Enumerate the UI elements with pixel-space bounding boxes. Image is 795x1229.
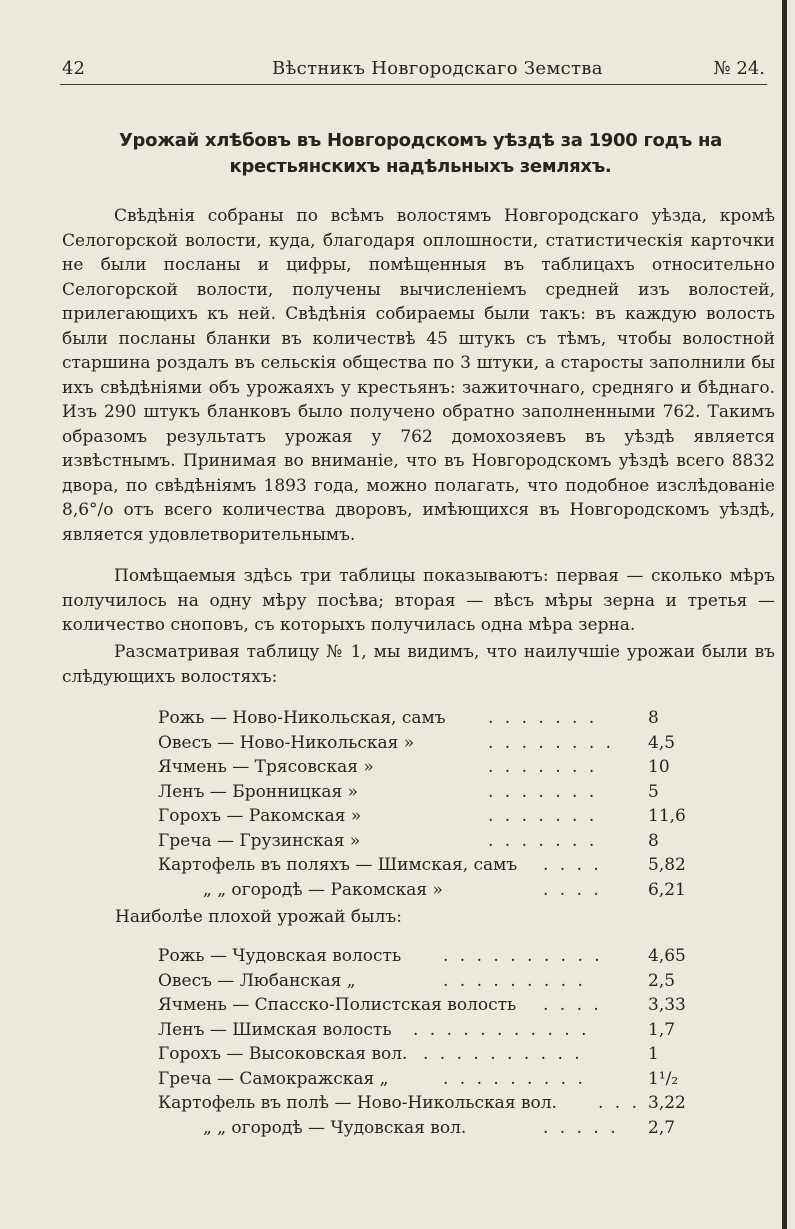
worst-harvest-heading: Наиболѣе плохой урожай былъ: [115, 907, 402, 927]
list-item: Греча — Самокражская „ . . . . . . . . . 1¹/₂ [158, 1068, 679, 1089]
header-rule [60, 84, 767, 85]
list-item: „ „ огородѣ — Ракомская » . . . . 6,21 [203, 879, 686, 900]
paragraph-1-text: Свѣдѣнія собраны по всѣмъ волостямъ Новгородскаго уѣзда, кромѣ Селогорской волости, куда, благодаря оплошности, статистическія карточки не были посланы и цифры, помѣщенныя въ таблицахъ относительно Селогорской волости, получены вычисленіемъ средней изъ волостей, прилегающихъ къ ней. Свѣдѣнія собираемы были такъ: въ каждую волость были посланы бланки въ количествѣ 45 штукъ съ тѣмъ, чтобы волостной старшина роздалъ въ сельскія общества по 3 штуки, а старосты заполнили бы ихъ свѣдѣніями объ урожаяхъ у крестьянъ: зажиточнаго, средняго и бѣднаго. Изъ 290 штукъ бланковъ было получено обратно заполненными 762. Такимъ образомъ результатъ урожая у 762 домохозяевъ въ уѣздѣ является извѣстнымъ. Принимая во вниманіе, что въ Новгородскомъ уѣздѣ всего 8832 двора, по свѣдѣніямъ 1893 года, можно полагать, что подобное изслѣдованіе 8,6°/о отъ всего количества дворовъ, имѣющихся въ Новгородскомъ уѣздѣ, является удовлетворительнымъ. [62, 206, 775, 545]
list-item: Рожь — Ново-Никольская, самъ . . . . . . . 8 [158, 708, 659, 728]
paragraph-1 [62, 204, 775, 547]
list-item: Рожь — Чудовская волость . . . . . . . . . . 4,65 [158, 946, 686, 966]
paragraph-2 [62, 564, 775, 638]
paragraph-3 [62, 640, 775, 689]
paragraph-3-text: Разсматривая таблицу № 1, мы видимъ, что наилучшіе урожаи были въ слѣдующихъ волостяхъ: [62, 642, 775, 687]
issue-number: № 24. [713, 58, 765, 79]
list-item: Ячмень — Спасско-Полистская волость . . . . 3,33 [158, 995, 686, 1015]
list-item: Овесъ — Любанская „ . . . . . . . . . 2,5 [158, 970, 676, 991]
list-item: Ячмень — Трясовская » . . . . . . . 10 [158, 757, 670, 777]
list-item: Горохъ — Ракомская » . . . . . . . 11,6 [158, 806, 686, 826]
list-item: „ „ огородѣ — Чудовская вол. . . . . . 2,7 [203, 1117, 676, 1138]
worst-harvest-list [158, 944, 688, 1140]
list-item: Ленъ — Бронницкая » . . . . . . . 5 [158, 781, 659, 802]
best-harvest-list [158, 706, 688, 902]
list-item: Овесъ — Ново-Никольская » . . . . . . . . 4,5 [158, 732, 676, 753]
page-number: 42 [62, 58, 85, 79]
list-item: Картофель въ полѣ — Ново-Никольская вол. . . . 3,22 [158, 1093, 686, 1113]
page-edge-shadow [782, 0, 787, 1229]
list-item: Ленъ — Шимская волость . . . . . . . . . . . 1,7 [158, 1019, 676, 1040]
list-item: Горохъ — Высоковская вол. . . . . . . . . . . 1 [158, 1044, 659, 1064]
journal-title: Вѣстникъ Новгородскаго Земства [272, 58, 603, 79]
list-item: Греча — Грузинская » . . . . . . . 8 [158, 830, 659, 851]
list-item: Картофель въ поляхъ — Шимская, самъ . . . . 5,82 [158, 855, 686, 875]
paragraph-2-text: Помѣщаемыя здѣсь три таблицы показываютъ: первая — сколько мѣръ получилось на одну мѣру посѣва; вторая — вѣсъ мѣры зерна и третья — количество сноповъ, съ которыхъ получилась одна мѣра зерна. [62, 566, 775, 635]
running-header [62, 58, 765, 82]
article-title: Урожай хлѣбовъ въ Новгородскомъ уѣздѣ за 1900 годъ на крестьянскихъ надѣльныхъ земляхъ. [118, 130, 723, 177]
